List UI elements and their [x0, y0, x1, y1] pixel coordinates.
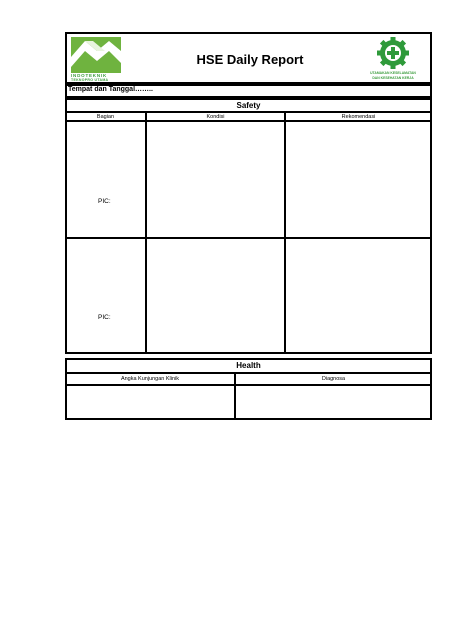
- angka-kunjungan-cell[interactable]: [67, 386, 233, 418]
- k3-logo-line2: DAN KESEHATAN KERJA: [372, 75, 414, 80]
- rekomendasi-cell[interactable]: [286, 239, 431, 353]
- column-kondisi: Kondisi: [206, 113, 225, 120]
- safety-heading: Safety: [236, 100, 261, 110]
- report-title: HSE Daily Report: [196, 51, 304, 67]
- kondisi-cell[interactable]: [147, 239, 284, 353]
- company-logo-tagline: TEKNOPRO UTAMA: [71, 78, 109, 82]
- safety-row-2: [65, 239, 432, 353]
- column-angka-kunjungan-klinik: Angka Kunjungan Klinik: [120, 376, 180, 382]
- diagnosa-cell[interactable]: [236, 386, 430, 418]
- pic-label: PIC:: [98, 198, 111, 205]
- k3-logo-line1: UTAMAKAN KESELAMATAN: [370, 71, 416, 75]
- column-bagian: Bagian: [96, 113, 115, 120]
- company-logo: [71, 37, 121, 81]
- gear-cross-icon: [366, 37, 420, 71]
- place-date-label: Tempat dan Tanggal……..: [68, 86, 153, 93]
- kondisi-cell[interactable]: [147, 121, 284, 237]
- company-logo-icon: [71, 37, 121, 73]
- rekomendasi-cell[interactable]: [286, 121, 431, 237]
- column-diagnosa: Diagnosa: [321, 376, 346, 382]
- company-logo-name: INDOTEKNIK: [71, 73, 107, 78]
- k3-logo: [366, 37, 420, 81]
- pic-label: PIC:: [98, 314, 111, 321]
- column-rekomendasi: Rekomendasi: [341, 113, 376, 120]
- safety-row-1: [65, 121, 432, 237]
- health-heading: Health: [236, 361, 261, 370]
